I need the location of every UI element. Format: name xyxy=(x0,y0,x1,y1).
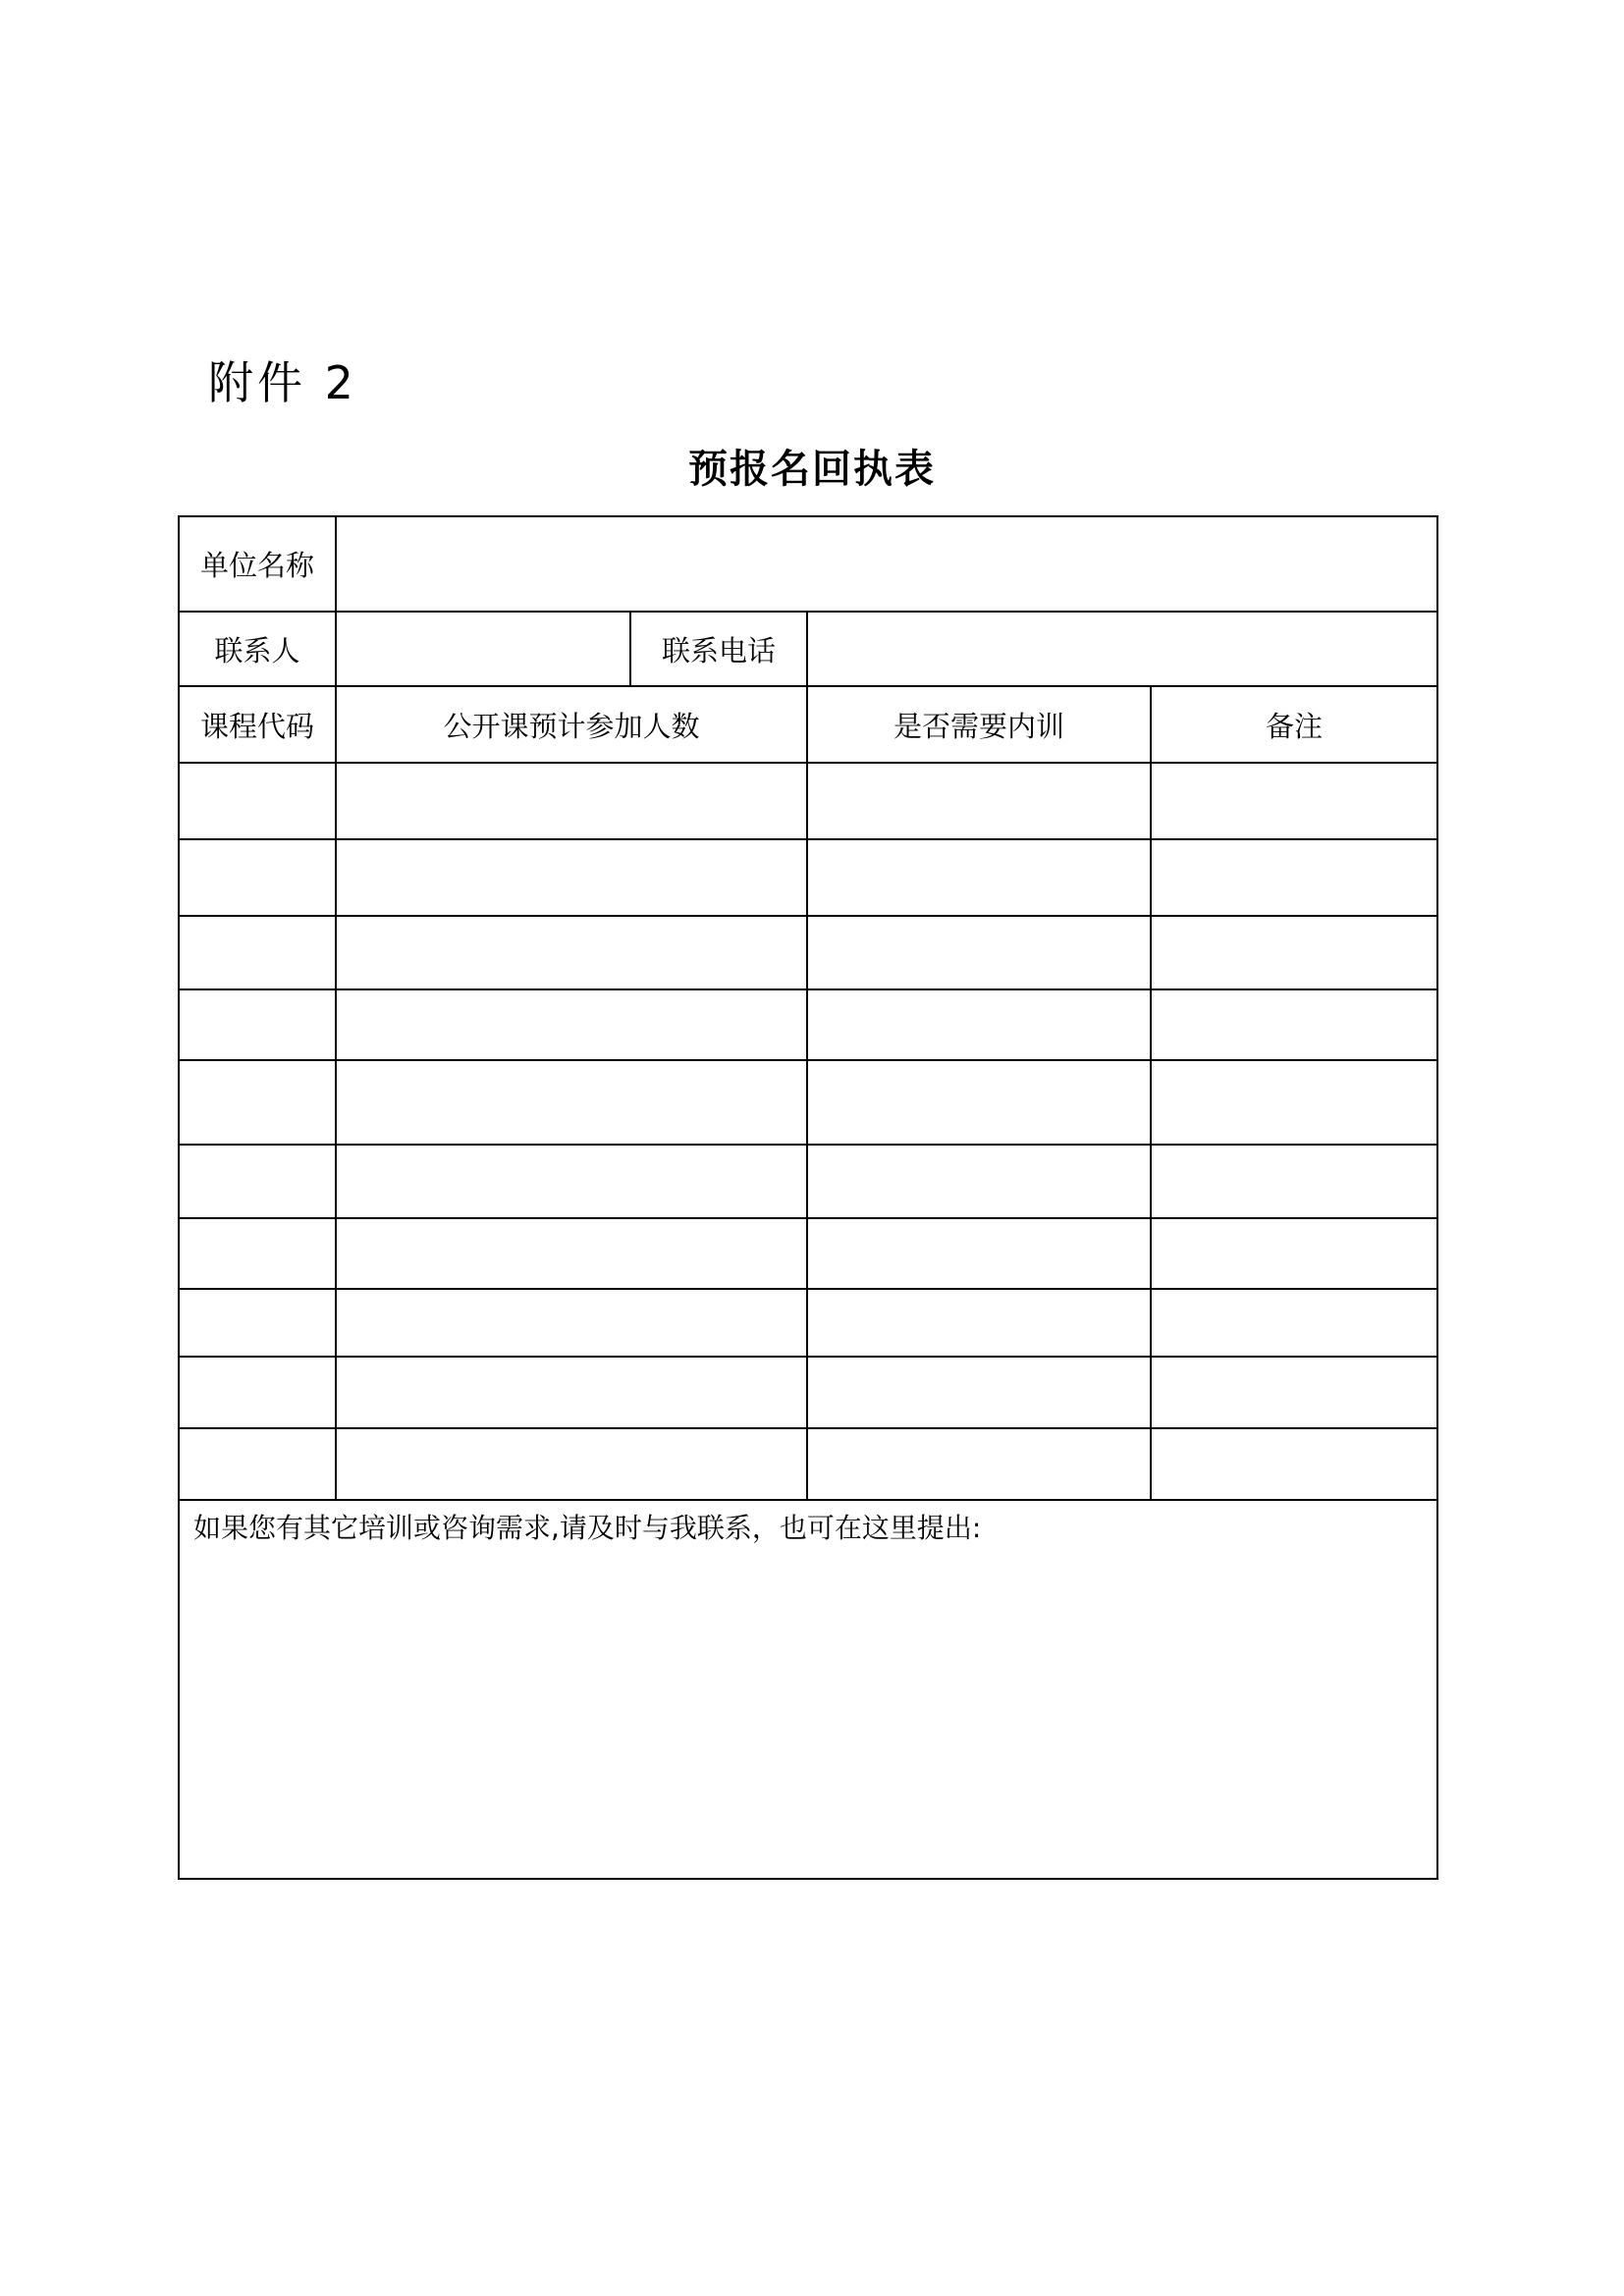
table-row xyxy=(179,1060,1437,1145)
unit-name-row xyxy=(179,516,1437,612)
public-attendees-cell[interactable] xyxy=(336,839,807,916)
notes-prompt: 如果您有其它培训或咨询需求,请及时与我联系，也可在这里提出: xyxy=(193,1512,982,1544)
public-attendees-cell[interactable] xyxy=(336,1145,807,1218)
remarks-cell[interactable] xyxy=(1151,839,1437,916)
course-code-cell[interactable] xyxy=(179,916,336,989)
unit-name-label: 单位名称 xyxy=(179,516,336,612)
column-header-internal-training: 是否需要内训 xyxy=(807,686,1151,763)
course-code-cell[interactable] xyxy=(179,1218,336,1289)
contact-phone-label: 联系电话 xyxy=(630,612,807,686)
public-attendees-cell[interactable] xyxy=(336,1428,807,1500)
course-code-cell[interactable] xyxy=(179,839,336,916)
attachment-label: 附件 2 xyxy=(208,356,357,409)
internal-training-cell[interactable] xyxy=(807,1357,1151,1428)
table-row xyxy=(179,916,1437,989)
contact-person-label: 联系人 xyxy=(179,612,336,686)
internal-training-cell[interactable] xyxy=(807,916,1151,989)
course-code-cell[interactable] xyxy=(179,1145,336,1218)
course-code-cell[interactable] xyxy=(179,1289,336,1357)
table-row xyxy=(179,1289,1437,1357)
remarks-cell[interactable] xyxy=(1151,1357,1437,1428)
table-row xyxy=(179,1145,1437,1218)
internal-training-cell[interactable] xyxy=(807,763,1151,839)
remarks-cell[interactable] xyxy=(1151,1428,1437,1500)
table-header-row xyxy=(179,686,1437,763)
remarks-cell[interactable] xyxy=(1151,1060,1437,1145)
course-code-cell[interactable] xyxy=(179,1060,336,1145)
course-code-cell[interactable] xyxy=(179,989,336,1060)
public-attendees-cell[interactable] xyxy=(336,1218,807,1289)
table-row xyxy=(179,1218,1437,1289)
remarks-cell[interactable] xyxy=(1151,1145,1437,1218)
remarks-cell[interactable] xyxy=(1151,1289,1437,1357)
column-header-public-attendees: 公开课预计参加人数 xyxy=(336,686,807,763)
column-header-remarks: 备注 xyxy=(1151,686,1437,763)
remarks-cell[interactable] xyxy=(1151,989,1437,1060)
course-code-cell[interactable] xyxy=(179,1357,336,1428)
contact-person-field[interactable] xyxy=(336,612,630,686)
table-row xyxy=(179,763,1437,839)
public-attendees-cell[interactable] xyxy=(336,1060,807,1145)
internal-training-cell[interactable] xyxy=(807,1428,1151,1500)
public-attendees-cell[interactable] xyxy=(336,763,807,839)
contact-phone-field[interactable] xyxy=(807,612,1437,686)
table-row xyxy=(179,839,1437,916)
remarks-cell[interactable] xyxy=(1151,1218,1437,1289)
public-attendees-cell[interactable] xyxy=(336,1357,807,1428)
table-row xyxy=(179,1357,1437,1428)
internal-training-cell[interactable] xyxy=(807,1289,1151,1357)
public-attendees-cell[interactable] xyxy=(336,989,807,1060)
public-attendees-cell[interactable] xyxy=(336,916,807,989)
contact-row xyxy=(179,612,1437,686)
remarks-cell[interactable] xyxy=(1151,763,1437,839)
notes-field[interactable] xyxy=(179,1500,1437,1879)
internal-training-cell[interactable] xyxy=(807,1060,1151,1145)
public-attendees-cell[interactable] xyxy=(336,1289,807,1357)
remarks-cell[interactable] xyxy=(1151,916,1437,989)
page-title: 预报名回执表 xyxy=(688,447,936,492)
course-code-cell[interactable] xyxy=(179,763,336,839)
column-header-course-code: 课程代码 xyxy=(179,686,336,763)
table-row xyxy=(179,989,1437,1060)
internal-training-cell[interactable] xyxy=(807,1145,1151,1218)
internal-training-cell[interactable] xyxy=(807,989,1151,1060)
unit-name-field[interactable] xyxy=(336,516,1437,612)
notes-row xyxy=(179,1500,1437,1879)
internal-training-cell[interactable] xyxy=(807,1218,1151,1289)
internal-training-cell[interactable] xyxy=(807,839,1151,916)
course-code-cell[interactable] xyxy=(179,1428,336,1500)
registration-form-table xyxy=(178,515,1438,1880)
table-row xyxy=(179,1428,1437,1500)
